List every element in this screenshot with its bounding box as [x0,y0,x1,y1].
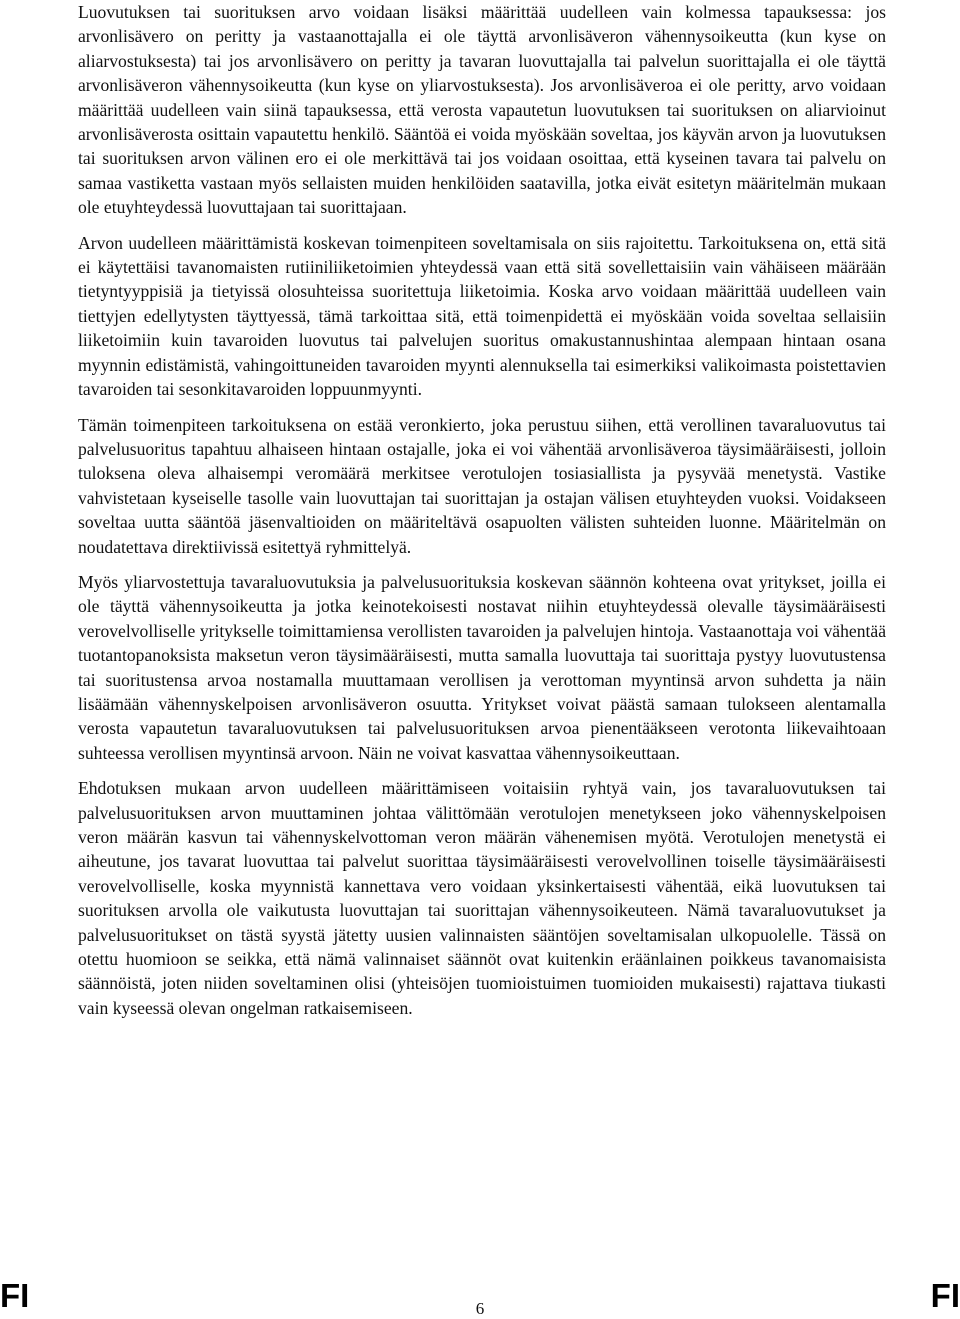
paragraph-4: Myös yliarvostettuja tavaraluovutuksia ja palvelusuorituksia koskevan säännön kohteena ovat yritykset, joilla ei ole täyttä vähennysoikeutta ja jotka keinotekoisesti nostavat niihin etuyhteydessä olevalle täysimääräisesti verovelvolliselle yritykselle toimittamiensa verollisten tavaroiden ja palvelujen hintoja. Vastaanottaja voi vähentää tuotantopanoksista maksetun veron täysimääräisesti, mutta samalla luovuttaja tai suorittaja pystyy luovutustensa tai suoritustensa arvoa nostamalla muuttamaan verollisen ja verottoman myyntinsä arvon suhdetta ja näin lisäämään vähennyskelpoisen arvonlisäveron osuutta. Yritykset voivat päästä samaan tulokseen alentamalla verosta vapautetun tavaraluovutuksen tai palvelusuorituksen arvoa pienentääkseen verotonta liikevaihtoaan suhteessa verollisen myyntinsä arvoon. Näin ne voivat kasvattaa vähennysoikeuttaan. [78,571,886,763]
paragraph-3: Tämän toimenpiteen tarkoituksena on estää veronkierto, joka perustuu siihen, että verollinen tavaraluovutus tai palvelusuoritus tapahtuu alhaiseen hintaan ostajalle, joka ei voi vähentää arvonlisäveroa täysimääräisesti, jolloin tuloksena oleva alhaisempi veromäärä merkitsee verotulojen tosiasiallista ja pysyvää menetystä. Vastike vahvistetaan kyseiselle tasolle vain luovuttajan tai suorittajan ja ostajan välisen etuyhteyden vuoksi. Voidakseen soveltaa uutta sääntöä jäsenvaltioiden on määriteltävä osapuolten välisten suhteiden luonne. Määritelmän on noudatettava direktiivissä esitettyä ryhmittelyä. [78,414,886,557]
document-body [78,0,886,1031]
paragraph-5: Ehdotuksen mukaan arvon uudelleen määrittämiseen voitaisiin ryhtyä vain, jos tavaraluovutuksen tai palvelusuorituksen arvon muuttaminen johtaa välittömään verotulojen menetykseen joko vähennyskelpoisen veron määrän kasvun tai vähennyskelvottoman veron määrän vähenemisen myötä. Verotulojen menetystä ei aiheutune, jos tavarat luovuttaa tai palvelut suorittaa täysimääräisesti verovelvollinen toiselle täysimääräisesti verovelvolliselle, koska myynnistä kannettava vero voidaan yksinkertaisesti vähentää, eikä luovutuksen tai suorituksen arvolla ole vaikutusta luovuttajan tai suorittajan vähennysoikeuteen. Nämä tavaraluovutukset ja palvelusuoritukset on tästä syystä jätetty uusien valinnaisten sääntöjen soveltamisalan ulkopuolelle. Tässä on otettu huomioon se seikka, että nämä valinnaiset säännöt ovat kuitenkin eräänlainen poikkeus tavanomaisista säännöistä, joten niiden soveltaminen olisi (yhteisöjen tuomioistuimen tuomioiden mukaisesti) rajattava tiukasti vain kyseessä olevan ongelman ratkaisemiseen. [78,778,886,1018]
paragraph-1: Luovutuksen tai suorituksen arvo voidaan lisäksi määrittää uudelleen vain kolmessa tapauksessa: jos arvonlisävero on peritty ja vastaanottajalla ei ole täyttä arvonlisäveron vähennysoikeutta (kun kyse on aliarvostuksesta) tai jos arvonlisävero on peritty ja tavaran luovuttajalla tai palvelun suorittajalla ei ole täyttä arvonlisäveron vähennysoikeutta (kun kyse on yliarvostuksesta). Jos arvonlisäveroa ei ole peritty, arvo voidaan määrittää uudelleen vain siinä tapauksessa, että verosta vapautetun luovutuksen tai suorituksen on aliarvioinut arvonlisäverosta osittain vapautettu henkilö. Sääntöä ei voida myöskään soveltaa, jos käyvän arvon ja luovutuksen tai suorituksen arvon välinen ero ei ole merkittävä tai jos voidaan osoittaa, että kyseinen tavara tai palvelu on samaa vastiketta vastaan myös sellaisten muiden henkilöiden saatavilla, jotka eivät esitetyn määritelmän mukaan ole etuyhteydessä luovuttajaan tai suorittajaan. [78,2,886,218]
paragraph-2: Arvon uudelleen määrittämistä koskevan toimenpiteen soveltamisala on siis rajoitettu. Tarkoituksena on, että sitä ei käytettäisi tavanomaisten rutiiniliiketoimien yhteydessä vaan että sitä sovellettaisiin vain vähäiseen määrään tietyntyyppisiä ja tietyissä olosuhteissa suoritettuja liiketoimia. Koska arvo voidaan määrittää uudelleen vain tiettyjen edellytysten täyttyessä, tämä tarkoittaa sitä, että toimenpidettä ei myöskään voida soveltaa sellaisiin liiketoimiin kuin tavaroiden luovutus tai palvelujen suoritus omakustannushintaa alempaan hintaan osana myynnin edistämistä, vahingoittuneiden tavaroiden myynti alennuksella tai esimerkiksi valikoimasta poistettavien tavaroiden tai sesonkitavaroiden loppuunmyynti. [78,232,886,400]
footer-language-left: FI [0,1277,30,1314]
footer-language-right: FI [930,1277,960,1314]
page-number: 6 [475,1299,485,1318]
